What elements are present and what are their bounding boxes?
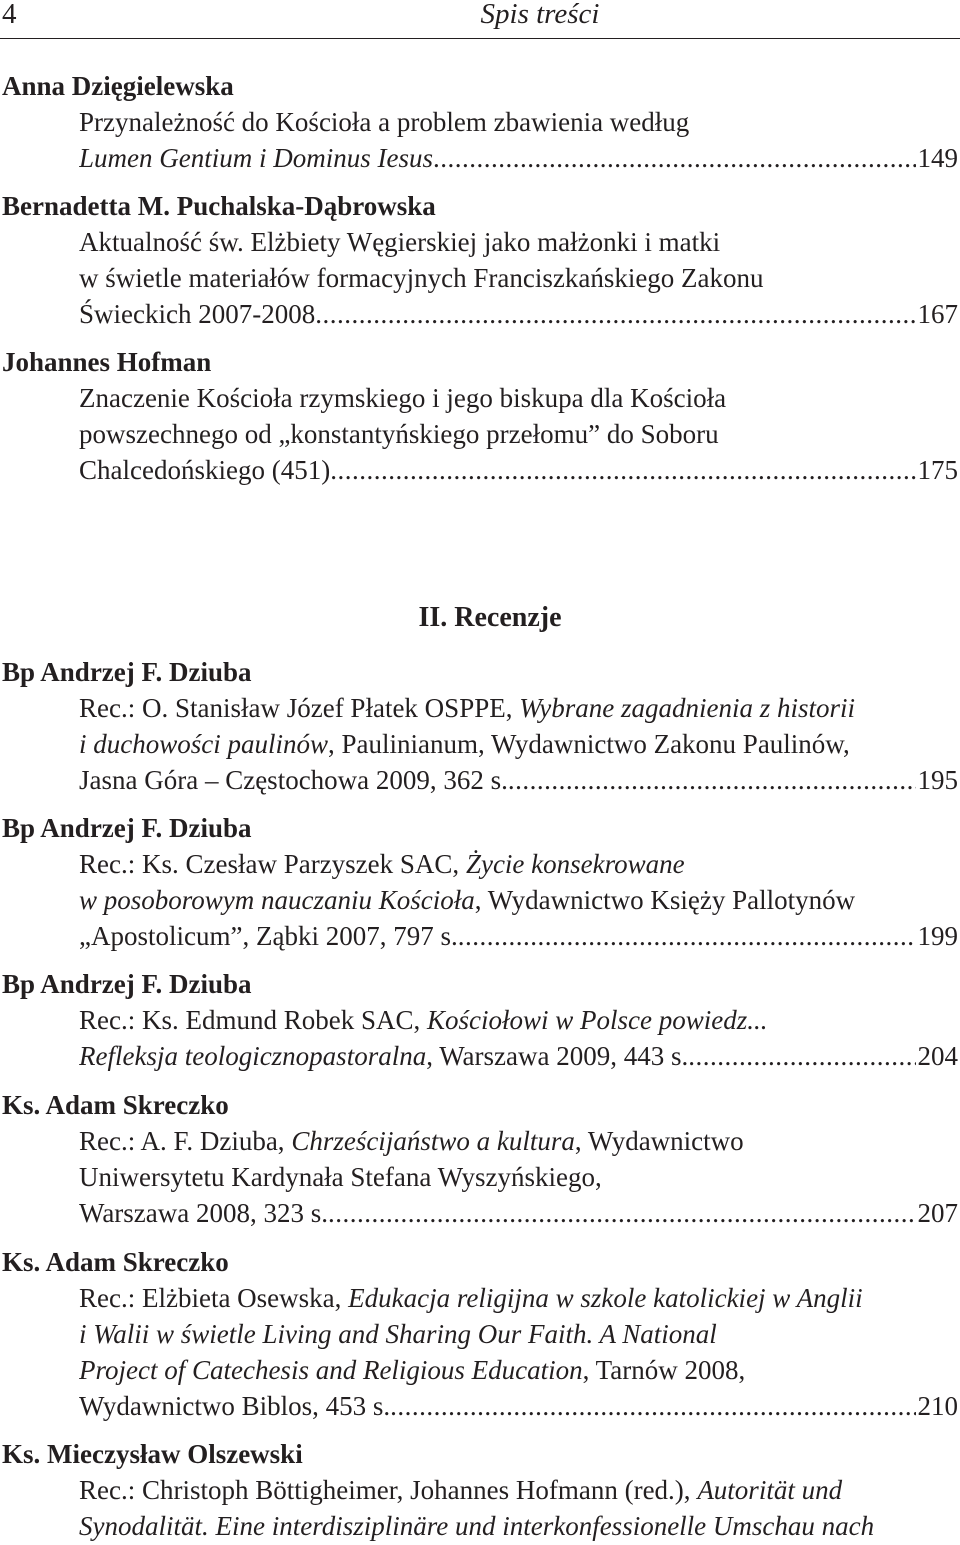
entry-title-line: Znaczenie Kościoła rzymskiego i jego biskupa dla Kościoła: [79, 383, 727, 413]
entry-title-line: [79, 762, 958, 798]
leader-dots: [390, 1388, 915, 1424]
leader-dots: [330, 452, 915, 488]
entry-title-line: [79, 1472, 958, 1508]
entry-text: Rec.: Elżbieta Osewska,: [79, 1283, 349, 1313]
entry-title-text: Wydawnictwo Biblos, 453 s.: [79, 1391, 391, 1421]
leader-dots: [328, 1195, 915, 1231]
page-header: [0, 0, 960, 40]
page-number: 4: [2, 0, 17, 30]
entry-text: , Wydawnictwo: [574, 1126, 744, 1156]
entry-title-line: [79, 846, 958, 882]
entry-title-italic: w posoborowym nauczaniu Kościoła: [79, 885, 475, 915]
entry-title-line: [79, 1352, 958, 1388]
entry-title-line: Aktualność św. Elżbiety Węgierskiej jako małżonki i matki: [79, 227, 721, 257]
toc-entry: [2, 1436, 958, 1544]
entry-title-line: [79, 1508, 958, 1544]
entry-title-text: Warszawa 2008, 323 s.: [79, 1198, 329, 1228]
entry-page-number[interactable]: 210: [917, 1391, 958, 1421]
toc-entry: [2, 188, 958, 332]
entry-title-italic: Synodalität. Eine interdisziplinäre und interkonfessionelle Umschau nach: [79, 1511, 875, 1541]
entry-title-line: [79, 296, 958, 332]
entry-title-italic: Edukacja religijna w szkole katolickiej w Anglii: [348, 1283, 863, 1313]
entry-text: , Wydawnictwo Księży Pallotynów: [474, 885, 856, 915]
toc-entry: [2, 966, 958, 1074]
entry-title-line: [79, 1002, 958, 1038]
entry-title-italic: Kościołowi w Polsce powiedz...: [427, 1005, 768, 1035]
entry-title-line: Uniwersytetu Kardynała Stefana Wyszyńskiego,: [79, 1162, 602, 1192]
leader-dots: [508, 762, 916, 798]
toc-entry: [2, 810, 958, 954]
entry-author: Bp Andrzej F. Dziuba: [2, 813, 252, 843]
entry-title-text: Świeckich 2007-2008: [79, 299, 316, 329]
entry-text: , Paulinianum, Wydawnictwo Zakonu Paulinów,: [328, 729, 850, 759]
entry-title-italic: Refleksja teologicznopastoralna: [79, 1041, 427, 1071]
section-heading: II. Recenzje: [418, 602, 562, 633]
entry-title-text: Jasna Góra – Częstochowa 2009, 362 s.: [79, 765, 508, 795]
entry-title-line: [79, 1280, 958, 1316]
entry-title-line: [79, 1316, 958, 1352]
entry-page-number[interactable]: 207: [917, 1198, 958, 1228]
entry-text: Rec.: Ks. Czesław Parzyszek SAC,: [79, 849, 466, 879]
entry-title-line: w świetle materiałów formacyjnych Franciszkańskiego Zakonu: [79, 263, 764, 293]
entry-title-line: [79, 1123, 958, 1159]
entry-author: Ks. Adam Skreczko: [2, 1247, 229, 1277]
entry-author: Bp Andrzej F. Dziuba: [2, 657, 252, 687]
entry-title-line: [79, 452, 958, 488]
entry-text: Rec.: Christoph Böttigheimer, Johannes Hofmann (red.),: [79, 1475, 698, 1505]
entry-author: Ks. Mieczysław Olszewski: [2, 1439, 303, 1469]
header-rule: [0, 38, 960, 39]
entry-title-italic: Lumen Gentium i Dominus Iesus: [79, 143, 433, 173]
entry-page-number[interactable]: 204: [917, 1041, 958, 1071]
entry-title-italic: Życie konsekrowane: [465, 849, 685, 879]
entry-page-number[interactable]: 199: [917, 921, 958, 951]
entry-page-number[interactable]: 167: [917, 299, 958, 329]
entry-page-number[interactable]: 149: [917, 143, 958, 173]
entry-title-line: Przynależność do Kościoła a problem zbawienia według: [79, 107, 690, 137]
entry-title-italic: i duchowości paulinów: [79, 729, 328, 759]
entry-text: , Tarnów 2008,: [582, 1355, 746, 1385]
toc-entry: [2, 654, 958, 798]
entry-text: Rec.: A. F. Dziuba,: [79, 1126, 292, 1156]
entry-title-line: [79, 882, 958, 918]
entry-title-text: Chalcedońskiego (451): [79, 455, 331, 485]
leader-dots: [315, 296, 915, 332]
entry-title-italic: Autorität und: [697, 1475, 843, 1505]
toc-entry: [2, 68, 958, 176]
entry-page-number[interactable]: 195: [917, 765, 958, 795]
entry-author: Ks. Adam Skreczko: [2, 1090, 229, 1120]
entry-title-text: „Apostolicum”, Ząbki 2007, 797 s.: [79, 921, 458, 951]
toc-entry: [2, 1087, 958, 1231]
leader-dots: [458, 918, 916, 954]
entry-title-line: [79, 918, 958, 954]
entry-page-number[interactable]: 175: [917, 455, 958, 485]
entry-title-line: [79, 726, 958, 762]
entry-author: Anna Dzięgielewska: [2, 71, 234, 101]
entry-title-line: [79, 1388, 958, 1424]
entry-title-line: [79, 1038, 958, 1074]
entry-title-italic: Project of Catechesis and Religious Education: [79, 1355, 583, 1385]
entry-text: Rec.: O. Stanisław Józef Płatek OSPPE,: [79, 693, 520, 723]
entry-title-line: [79, 1195, 958, 1231]
leader-dots: [688, 1038, 915, 1074]
entry-title-italic: i Walii w świetle Living and Sharing Our Faith. A National: [79, 1319, 717, 1349]
toc-entry: [2, 344, 958, 488]
entry-title-line: [79, 140, 958, 176]
entry-author: Bp Andrzej F. Dziuba: [2, 969, 252, 999]
entry-author: Bernadetta M. Puchalska-Dąbrowska: [2, 191, 436, 221]
entry-text: , Warszawa 2009, 443 s.: [426, 1041, 689, 1071]
entry-title-italic: Wybrane zagadnienia z historii: [519, 693, 855, 723]
running-title: Spis treści: [480, 0, 600, 30]
entry-title-line: powszechnego od „konstantyńskiego przełomu” do Soboru: [79, 419, 719, 449]
entry-title-line: [79, 690, 958, 726]
leader-dots: [433, 140, 916, 176]
entry-text: Rec.: Ks. Edmund Robek SAC,: [79, 1005, 427, 1035]
toc-entry: [2, 1244, 958, 1424]
entry-title-italic: Chrześcijaństwo a kultura: [291, 1126, 575, 1156]
entry-author: Johannes Hofman: [2, 347, 212, 377]
